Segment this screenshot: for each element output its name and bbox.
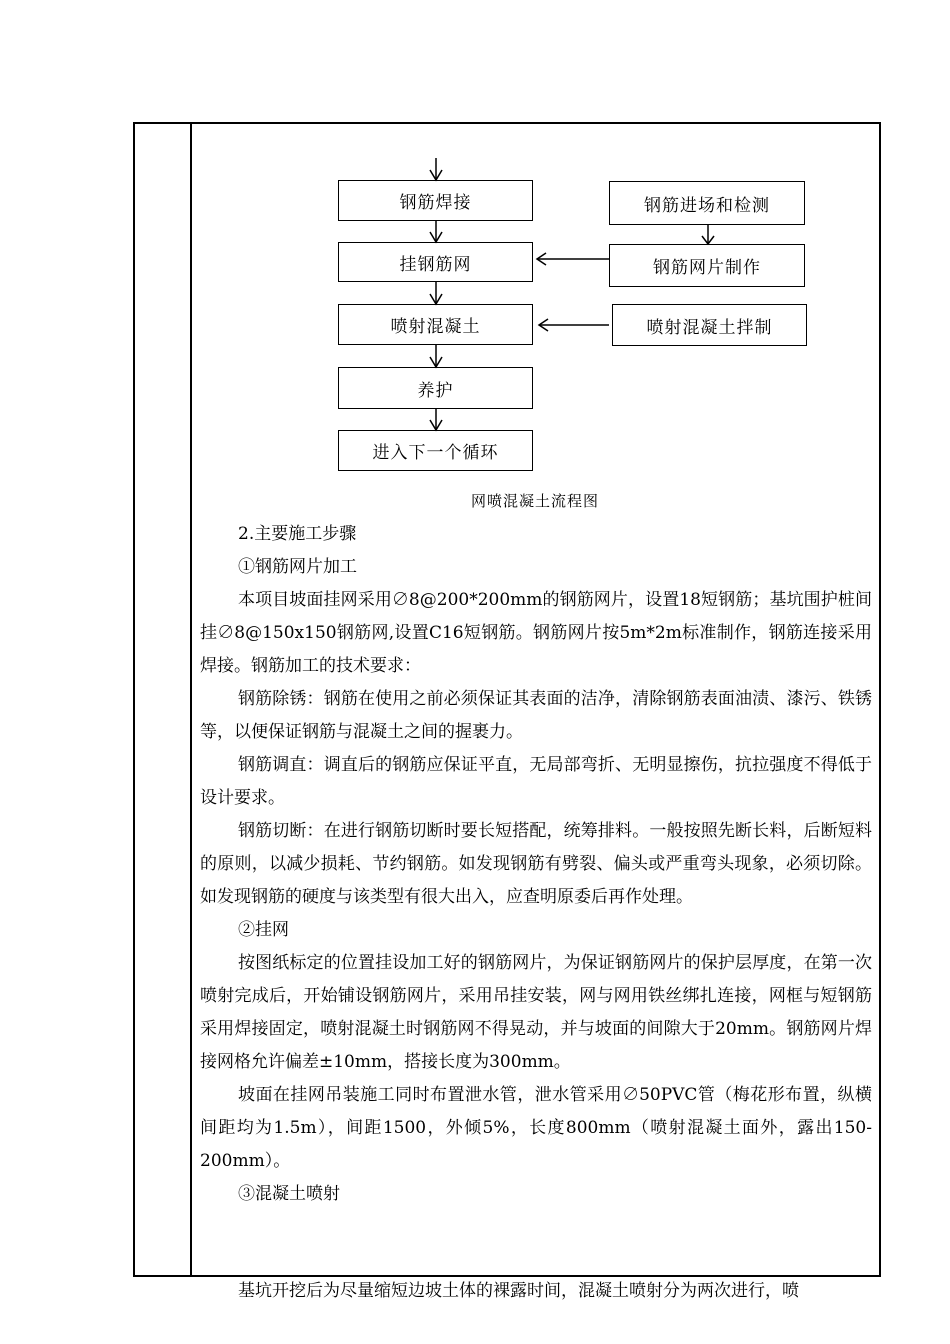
flow-box-hang-mesh [338,242,533,282]
flow-box-spray-concrete [338,304,533,345]
flow-box-label: 养护 [417,380,454,401]
flow-box-label: 喷射混凝土 [390,317,481,337]
content-body [200,518,872,1211]
flow-box-next-cycle [338,430,533,471]
subsection-title-hanging: ②挂网 [238,920,289,940]
section-heading: 2.主要施工步骤 [238,524,357,544]
flow-box-label: 钢筋网片制作 [653,258,761,278]
flow-box-label: 进入下一个循环 [372,443,499,463]
paragraph-drain-pipe: 坡面在挂网吊装施工同时布置泄水管，泄水管采用∅50PVC管（梅花形布置，纵横间距均为1.5m），间距1500，外倾5%，长度800mm（喷射混凝土面外，露出150-200mm）。 [200,1085,872,1171]
paragraph-hanging: 按图纸标定的位置挂设加工好的钢筋网片，为保证钢筋网片的保护层厚度，在第一次喷射完成后，开始铺设钢筋网片，采用吊挂安装，网与网用铁丝绑扎连接，网框与短钢筋采用焊接固定，喷射混凝土时钢筋网不得晃动，并与坡面的间隙大于20mm。钢筋网片焊接网格允许偏差±10mm，搭接长度为300mm。 [200,953,872,1072]
flow-box-inspection [609,181,805,225]
flowchart-caption: 网喷混凝土流程图 [470,492,599,510]
flow-box-curing [338,367,533,409]
flow-box-label: 喷射混凝土拌制 [646,317,773,338]
flow-box-label: 钢筋焊接 [399,193,472,213]
paragraph-spraying-start: 基坑开挖后为尽量缩短边坡土体的裸露时间，混凝土喷射分为两次进行，喷 [238,1281,799,1301]
subsection-title-spraying: ③混凝土喷射 [238,1184,340,1204]
paragraph-cutting: 钢筋切断：在进行钢筋切断时要长短搭配，统筹排料。一般按照先断长料，后断短料的原则，以减少损耗、节约钢筋。如发现钢筋有劈裂、偏头或严重弯头现象，必须切除。如发现钢筋的硬度与该类型有很大出入，应查明原委后再作处理。 [200,821,872,907]
paragraph-mesh-spec: 本项目坡面挂网采用∅8@200*200mm的钢筋网片，设置18短钢筋；基坑围护桩间挂∅8@150x150钢筋网,设置C16短钢筋。钢筋网片按5m*2m标准制作，钢筋连接采用焊接。钢筋加工的技术要求： [200,590,872,676]
flow-box-welding [338,180,533,221]
flow-box-concrete-mixing [612,304,807,346]
flow-box-mesh-making [609,244,805,287]
subsection-title-mesh-processing: ①钢筋网片加工 [238,557,357,577]
paragraph-straightening: 钢筋调直：调直后的钢筋应保证平直，无局部弯折、无明显擦伤，抗拉强度不得低于设计要求。 [200,755,872,808]
flow-box-label: 挂钢筋网 [399,254,472,275]
flow-box-label: 钢筋进场和检测 [644,195,770,216]
paragraph-rust-removal: 钢筋除锈：钢筋在使用之前必须保证其表面的洁净，清除钢筋表面油渍、漆污、铁锈等，以便保证钢筋与混凝土之间的握裹力。 [200,689,872,742]
